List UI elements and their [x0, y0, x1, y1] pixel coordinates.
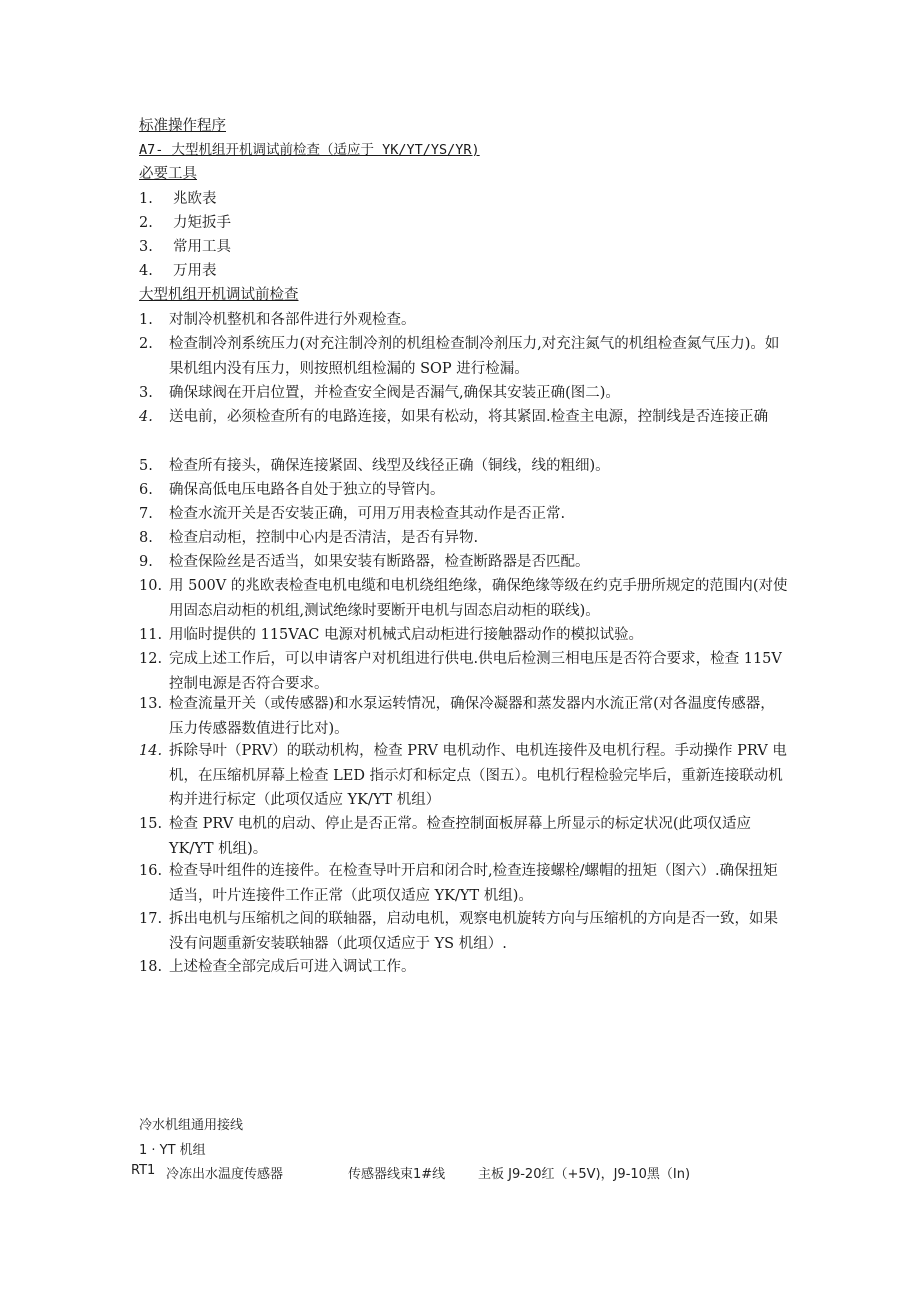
- check-item: [139, 859, 789, 908]
- list-number: 3.: [139, 239, 153, 255]
- list-text: 拆出电机与压缩机之间的联轴器，启动电机，观察电机旋转方向与压缩机的方向是否一致，如果没有问题重新安装联轴器（此项仅适应于 YS 机组）.: [169, 911, 778, 952]
- check-item: [139, 526, 789, 551]
- list-text: 上述检查全部完成后可进入调试工作。: [169, 959, 416, 975]
- list-text: 用 500V 的兆欧表检查电机电缆和电机绕组绝缘，确保绝缘等级在约克手册所规定的范围内(对使用固态启动柜的机组,测试绝缘时要断开电机与固态启动柜的联线)。: [169, 578, 788, 619]
- list-text: 兆欧表: [173, 191, 217, 207]
- check-item: [139, 308, 789, 333]
- check-item: [139, 332, 789, 381]
- list-text: 确保球阀在开启位置，并检查安全阀是否漏气,确保其安装正确(图二)。: [169, 385, 620, 401]
- list-number: 1.: [139, 312, 153, 328]
- list-text: 检查导叶组件的连接件。在检查导叶开启和闭合时,检查连接螺栓/螺帽的扭矩（图六）.确保扭矩适当，叶片连接件工作正常（此项仅适应 YK/YT 机组)。: [169, 863, 778, 904]
- list-text: 检查制冷剂系统压力(对充注制冷剂的机组检查制冷剂压力,对充注氮气的机组检查氮气压力)。如果机组内没有压力，则按照机组检漏的 SOP 进行检漏。: [169, 336, 780, 377]
- list-text: 万用表: [173, 263, 217, 279]
- list-number: 4.: [139, 263, 153, 279]
- list-text: 用临时提供的 115VAC 电源对机械式启动柜进行接触器动作的模拟试验。: [169, 627, 643, 643]
- list-text: 检查水流开关是否安装正确，可用万用表检查其动作是否正常.: [169, 506, 566, 522]
- check-item: [139, 812, 789, 861]
- list-number: 1.: [139, 191, 153, 207]
- list-number: 10.: [139, 578, 163, 594]
- check-item: [139, 623, 789, 648]
- list-text: 检查 PRV 电机的启动、停止是否正常。检查控制面板屏幕上所显示的标定状况(此项仅适应 YK/YT 机组)。: [169, 816, 752, 857]
- procedure-title: A7- 大型机组开机调试前检查（适应于 YK/YT/YS/YR): [139, 142, 480, 158]
- check-item: [139, 405, 789, 430]
- list-text: 完成上述工作后，可以申请客户对机组进行供电.供电后检测三相电压是否符合要求，检查 115V 控制电源是否符合要求。: [169, 651, 782, 692]
- list-text: 对制冷机整机和各部件进行外观检查。: [169, 312, 416, 328]
- list-text: 送电前，必须检查所有的电路连接，如果有松动，将其紧固.检查主电源，控制线是否连接正确: [169, 409, 769, 425]
- document-title: 标准操作程序: [139, 118, 226, 134]
- list-number: 4.: [139, 409, 153, 425]
- check-item: [139, 454, 789, 479]
- list-number: 11.: [139, 627, 163, 643]
- list-number: 6.: [139, 482, 153, 498]
- wiring-row-harness: 传感器线束1#线: [348, 1167, 446, 1182]
- check-item: [139, 381, 789, 406]
- wiring-row-id: RT1: [131, 1163, 156, 1178]
- list-number: 17.: [139, 911, 163, 927]
- list-number: 9.: [139, 554, 153, 570]
- check-item: [139, 478, 789, 503]
- list-number: 18.: [139, 959, 163, 975]
- wiring-title: 冷水机组通用接线: [139, 1118, 244, 1133]
- list-number: 2.: [139, 215, 153, 231]
- list-text: 检查流量开关（或传感器)和水泵运转情况，确保冷凝器和蒸发器内水流正常(对各温度传感器，压力传感器数值进行比对)。: [169, 696, 775, 737]
- check-item: [139, 574, 789, 623]
- check-item: [139, 739, 789, 813]
- list-number: 12.: [139, 651, 163, 667]
- check-item: [139, 502, 789, 527]
- tool-item: [139, 235, 789, 260]
- tools-heading: 必要工具: [139, 166, 197, 182]
- list-text: 力矩扳手: [173, 215, 231, 231]
- list-text: 检查保险丝是否适当，如果安装有断路器，检查断路器是否匹配。: [169, 554, 590, 570]
- list-number: 14.: [139, 743, 163, 759]
- list-number: 15.: [139, 816, 163, 832]
- list-text: 拆除导叶（PRV）的联动机构，检查 PRV 电机动作、电机连接件及电机行程。手动操作 PRV 电机，在压缩机屏幕上检查 LED 指示灯和标定点（图五）。电机行程检验完毕后，重新连接联动机构并进行标定（此项仅适应 YK/YT 机组）: [169, 743, 787, 808]
- check-item: [139, 907, 789, 956]
- check-item: [139, 955, 789, 980]
- wiring-row-board: 主板 J9-20红（+5V)，J9-10黑（In): [478, 1167, 691, 1182]
- list-text: 常用工具: [173, 239, 231, 255]
- list-text: 确保高低电压电路各自处于独立的导管内。: [169, 482, 445, 498]
- wiring-subtitle: 1 · YT 机组: [139, 1143, 206, 1158]
- check-item: [139, 550, 789, 575]
- tool-item: [139, 187, 789, 212]
- wiring-row-sensor: 冷冻出水温度传感器: [166, 1167, 284, 1182]
- list-number: 2.: [139, 336, 153, 352]
- list-number: 8.: [139, 530, 153, 546]
- list-number: 16.: [139, 863, 163, 879]
- check-item: [139, 647, 789, 696]
- list-number: 5.: [139, 458, 153, 474]
- check-item: [139, 692, 789, 741]
- tool-item: [139, 259, 789, 284]
- list-text: 检查所有接头，确保连接紧固、线型及线径正确（铜线，线的粗细)。: [169, 458, 610, 474]
- list-text: 检查启动柜，控制中心内是否清洁，是否有异物.: [169, 530, 479, 546]
- list-number: 13.: [139, 696, 163, 712]
- checks-heading: 大型机组开机调试前检查: [139, 287, 299, 303]
- list-number: 3.: [139, 385, 153, 401]
- tool-item: [139, 211, 789, 236]
- list-number: 7.: [139, 506, 153, 522]
